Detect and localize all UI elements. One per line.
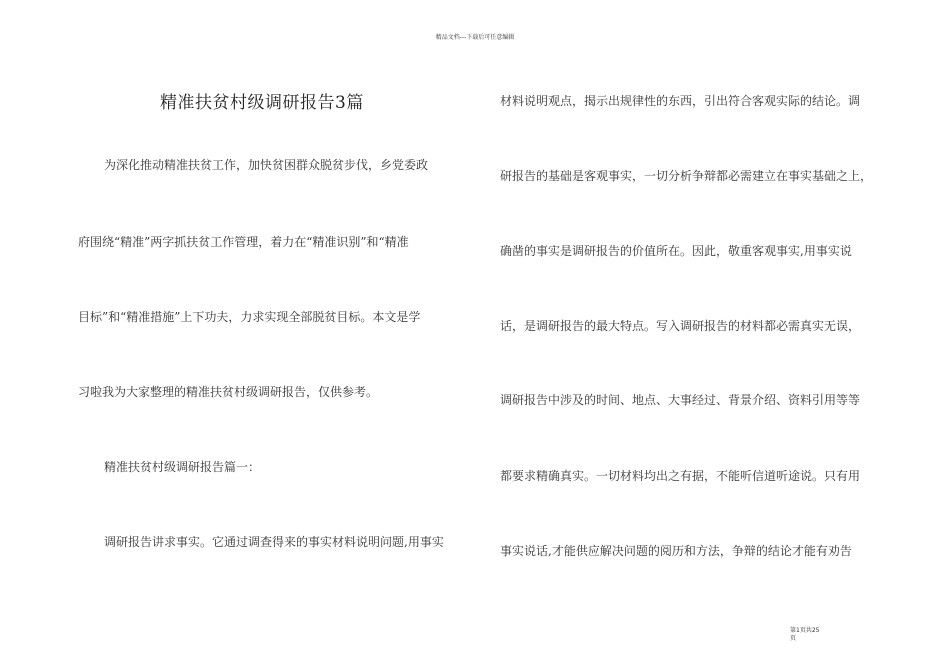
left-paragraph-line: 目标”和“精准措施”上下功夫，力求实现全部脱贫目标。本文是学 — [78, 310, 421, 324]
section-heading: 精准扶贫村级调研报告篇一： — [104, 460, 261, 474]
document-title: 精准扶贫村级调研报告3篇 — [160, 93, 364, 113]
page-number — [790, 627, 830, 643]
page-number-line: 页 — [790, 635, 797, 642]
right-paragraph-line: 都要求精确真实。一切材料均出之有据，不能听信道听途说。只有用 — [500, 469, 861, 483]
left-paragraph-line: 习啦我为大家整理的精准扶贫村级调研报告，仅供参考。 — [78, 385, 379, 399]
page-number-line: 第1页共25 — [790, 627, 820, 634]
left-paragraph-line: 调研报告讲求事实。它通过调查得来的事实材料说明问题,用事实 — [104, 535, 444, 549]
right-paragraph-line: 确凿的事实是调研报告的价值所在。因此，敬重客观事实,用事实说 — [500, 244, 852, 258]
left-paragraph-line: 府围绕“精准”两字抓扶贫工作管理，着力在“精准识别”和“精准 — [78, 235, 409, 249]
right-paragraph-line: 话，是调研报告的最大特点。写入调研报告的材料都必需真实无误， — [500, 319, 861, 333]
right-paragraph-line: 材料说明观点，揭示出规律性的东西，引出符合客观实际的结论。调 — [500, 94, 861, 108]
page-header: 精品文档---下载后可任意编辑 — [435, 34, 515, 41]
right-paragraph-line: 调研报告中涉及的时间、地点、大事经过、背景介绍、资料引用等等 — [500, 393, 861, 407]
left-paragraph-line: 为深化推动精准扶贫工作，加快贫困群众脱贫步伐，乡党委政 — [104, 158, 429, 172]
right-paragraph-line: 研报告的基础是客观事实，一切分析争辩都必需建立在事实基础之上， — [500, 169, 873, 183]
right-paragraph-line: 事实说话,才能供应解决问题的阅历和方法，争辩的结论才能有劝告 — [500, 544, 852, 558]
